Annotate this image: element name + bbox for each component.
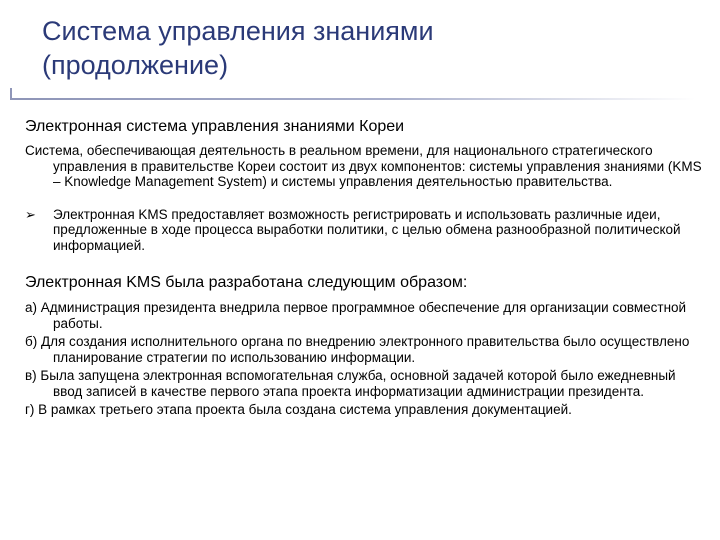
list-item: а) Администрация президента внедрила первое программное обеспечение для организации совместной работы. bbox=[25, 300, 687, 331]
slide-title bbox=[42, 14, 662, 82]
section-heading-korea-kms: Электронная система управления знаниями Кореи bbox=[25, 118, 405, 135]
system-description-paragraph: Система, обеспечивающая деятельность в реальном времени, для национального стратегического управления в правительстве Кореи состоит из двух компонентов: системы управления знаниями (KMS – Knowledge Management System) и системы управления деятельностью правительства. bbox=[25, 143, 702, 189]
section-heading-kms-development: Электронная KMS была разработана следующим образом: bbox=[25, 274, 468, 291]
list-item: б) Для создания исполнительного органа по внедрению электронного правительства было осуществлено планирование стратегии по использованию информации. bbox=[25, 334, 690, 365]
list-item: в) Была запущена электронная вспомогательная служба, основной задачей которой было ежедневный ввод записей в качестве первого этапа проекта информатизации администрации президента. bbox=[25, 368, 676, 399]
slide-body bbox=[25, 117, 705, 421]
bullet-text: Электронная KMS предоставляет возможность регистрировать и использовать различные идеи, предложенные в ходе процесса выработки политики, с целью обмена разнообразной политической информацией. bbox=[53, 206, 681, 253]
title-rule-corner bbox=[10, 88, 25, 100]
development-steps-list bbox=[25, 300, 705, 418]
list-item: г) В рамках третьего этапа проекта была создана система управления документацией. bbox=[25, 402, 572, 417]
slide-title-line-1: Система управления знаниями bbox=[42, 16, 434, 46]
bullet-item bbox=[25, 207, 705, 254]
slide-title-line-2: (продолжение) bbox=[42, 50, 229, 80]
arrow-bullet-icon: ➢ bbox=[25, 206, 36, 222]
title-underline bbox=[25, 98, 695, 100]
